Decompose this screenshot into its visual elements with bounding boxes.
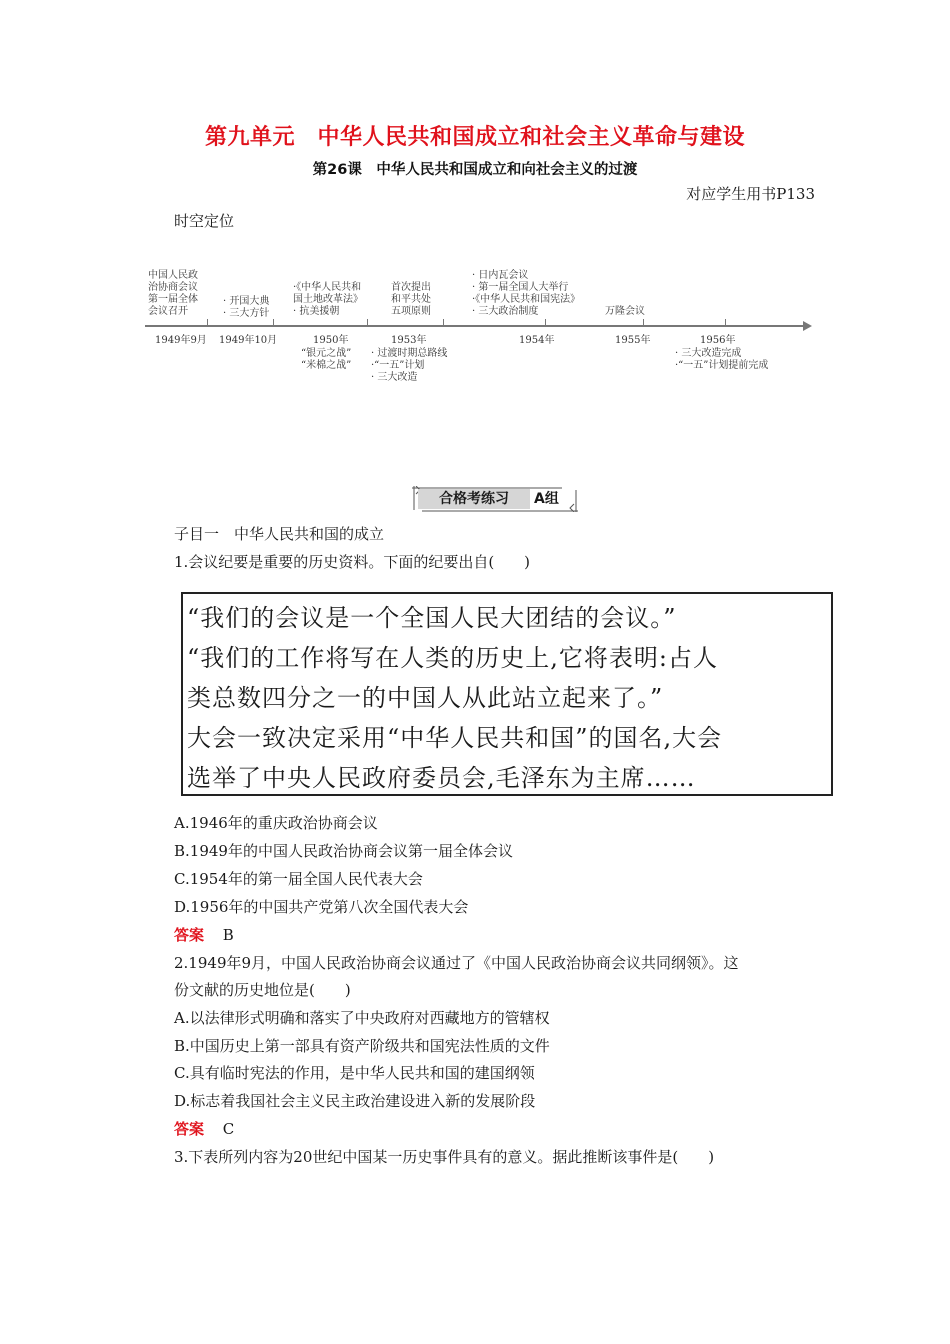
quote-line: 选举了中央人民政府委员会,毛泽东为主席……: [187, 764, 696, 792]
timeline-note-1953: · 过渡时期总路线 ·“一五”计划 · 三大改造: [371, 348, 448, 383]
timeline-tick: [545, 319, 546, 326]
timeline-event-1953: 首次提出 和平共处 五项原则: [391, 282, 431, 317]
question-2-option-c: C.具有临时宪法的作用，是中华人民共和国的建国纲领: [174, 1064, 535, 1082]
lesson-title: 第26课 中华人民共和国成立和向社会主义的过渡: [312, 162, 638, 178]
timeline-event-1949-09: 中国人民政 治协商会议 第一届全体 会议召开: [148, 270, 198, 317]
question-1-stem: 1.会议纪要是重要的历史资料。下面的纪要出自( ): [174, 553, 531, 571]
timeline-event-1955: 万隆会议: [605, 306, 645, 317]
timeline-note-1950: “银元之战” “米棉之战”: [301, 348, 352, 371]
question-2-option-d: D.标志着我国社会主义民主政治建设进入新的发展阶段: [174, 1092, 536, 1110]
question-2-stem-line-2: 份文献的历史地位是( ): [174, 981, 351, 999]
question-2-answer: [174, 1119, 234, 1139]
banner-group: A组: [534, 491, 559, 507]
timeline-event-1950: ·《中华人民共和 国土地改革法》 · 抗美援朝: [293, 282, 363, 317]
answer-label: 答案: [174, 1120, 205, 1138]
question-1-answer: [174, 925, 234, 945]
timeline-date: 1955年: [615, 335, 651, 346]
question-2-stem-line-1: 2.1949年9月，中国人民政治协商会议通过了《中国人民政治协商会议共同纲领》。这: [174, 954, 739, 972]
quote-line: 类总数四分之一的中国人从此站立起来了。”: [187, 684, 664, 712]
timeline-event-1954: · 日内瓦会议 · 第一届全国人大举行 ·《中华人民共和国宪法》 · 三大政治制度: [472, 270, 581, 317]
question-1-option-d: D.1956年的中国共产党第八次全国代表大会: [174, 898, 469, 916]
question-2-option-b: B.中国历史上第一部具有资产阶级共和国宪法性质的文件: [174, 1037, 550, 1055]
timeline: [145, 265, 815, 405]
unit-title: 第九单元 中华人民共和国成立和社会主义革命与建设: [204, 125, 745, 150]
question-2-option-a: A.以法律形式明确和落实了中央政府对西藏地方的管辖权: [174, 1009, 550, 1027]
timeline-axis: [145, 325, 805, 327]
question-1-option-c: C.1954年的第一届全国人民代表大会: [174, 870, 423, 888]
answer-value: C: [222, 1120, 235, 1138]
answer-value: B: [222, 926, 234, 944]
quote-line: “我们的工作将写在人类的历史上,它将表明:占人: [187, 644, 718, 672]
subsection-heading: 子目一 中华人民共和国的成立: [174, 525, 385, 543]
timeline-tick: [443, 319, 444, 326]
question-1-option-a: A.1946年的重庆政治协商会议: [174, 814, 378, 832]
textbook-reference: 对应学生用书P133: [686, 185, 815, 203]
timeline-date: 1949年10月: [219, 335, 278, 346]
timeline-tick: [643, 319, 644, 326]
timeline-event-1949-10: · 开国大典 · 三大方针: [223, 296, 270, 319]
banner-label: 合格考练习: [418, 489, 530, 509]
section-label: 时空定位: [174, 212, 235, 230]
timeline-tick: [367, 319, 368, 326]
practice-banner: [412, 486, 578, 512]
answer-label: 答案: [174, 926, 205, 944]
timeline-date: 1956年: [700, 335, 736, 346]
question-1-option-b: B.1949年的中国人民政治协商会议第一届全体会议: [174, 842, 513, 860]
question-3-stem: 3.下表所列内容为20世纪中国某一历史事件具有的意义。据此推断该事件是( ): [174, 1148, 715, 1166]
timeline-tick: [725, 319, 726, 326]
quote-line: 大会一致决定采用“中华人民共和国”的国名,大会: [187, 724, 723, 752]
timeline-date: 1954年: [519, 335, 555, 346]
meeting-minutes-box: [181, 592, 833, 796]
timeline-tick: [207, 319, 208, 326]
timeline-date: 1949年9月: [155, 335, 207, 346]
timeline-note-1956: · 三大改造完成 ·“一五”计划提前完成: [675, 348, 769, 371]
timeline-arrow-icon: [803, 321, 812, 331]
quote-line: “我们的会议是一个全国人民大团结的会议。”: [187, 604, 677, 632]
timeline-tick: [273, 319, 274, 326]
timeline-date: 1953年: [391, 335, 427, 346]
timeline-date: 1950年: [313, 335, 349, 346]
